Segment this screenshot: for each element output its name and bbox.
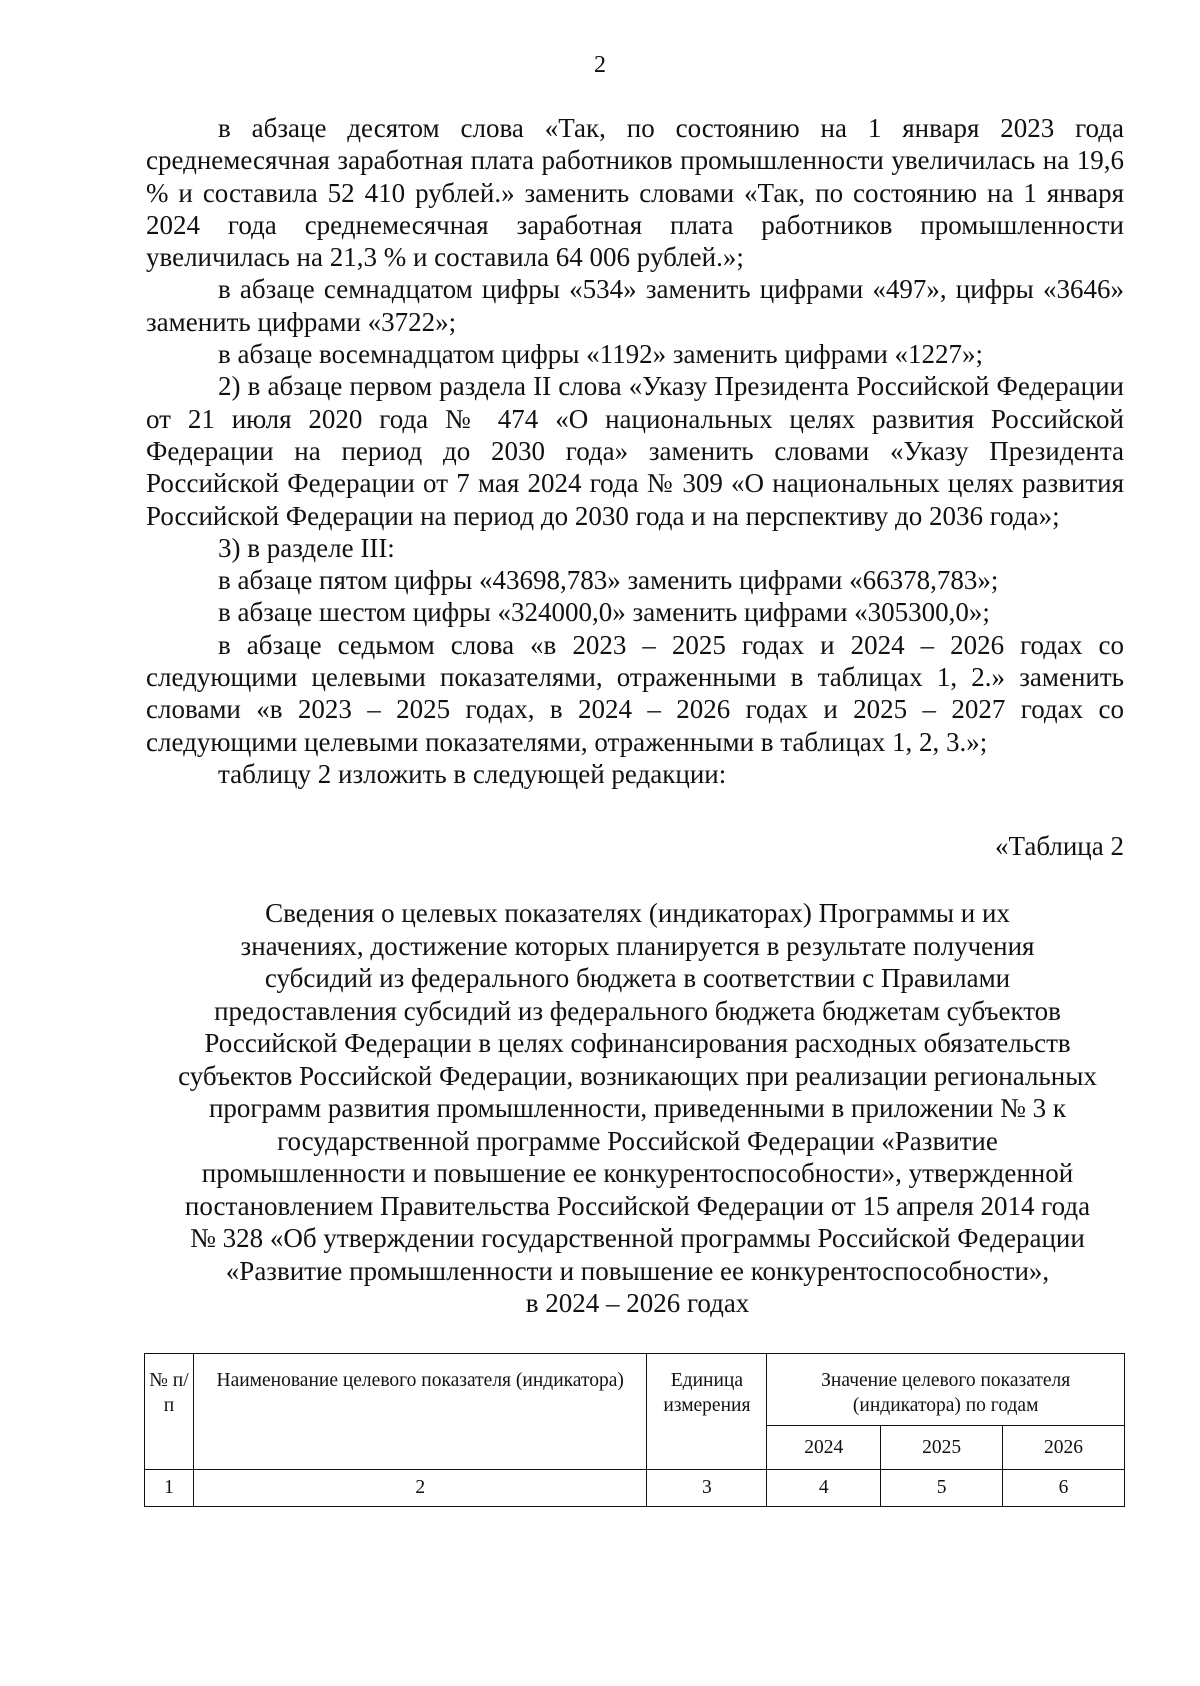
page-number: 2: [594, 52, 606, 78]
heading-line: в 2024 – 2026 годах: [525, 1288, 750, 1318]
heading-line: значениях, достижение которых планируется в результате получения: [240, 930, 1035, 961]
heading-line: «Развитие промышленности и повышение ее конкурентоспособности»,: [225, 1255, 1050, 1286]
table-header-row: [145, 1354, 1125, 1426]
indicators-table: [144, 1353, 1125, 1507]
heading-line: промышленности и повышение ее конкурентоспособности», утвержденной: [201, 1158, 1074, 1188]
table-heading: [150, 897, 1125, 1320]
header-name: Наименование целевого показателя (индикатора): [193, 1354, 646, 1470]
paragraph-6: в абзаце пятом цифры «43698,783» заменить цифрами «66378,783»;: [218, 565, 999, 596]
body-text: [146, 112, 1124, 790]
heading-line: программ развития промышленности, приведенными в приложении № 3 к: [208, 1093, 1067, 1123]
numbering-cell: 5: [881, 1470, 1003, 1507]
heading-line: Сведения о целевых показателях (индикаторах) Программы и их: [265, 898, 1010, 928]
numbering-cell: 3: [647, 1470, 767, 1507]
table-numbering-row: [145, 1470, 1125, 1507]
paragraph-3: в абзаце восемнадцатом цифры «1192» заменить цифрами «1227»;: [218, 339, 984, 370]
header-values: Значение целевого показателя (индикатора) по годам: [767, 1354, 1125, 1426]
year-cell: 2026: [1003, 1426, 1125, 1470]
year-cell: 2024: [767, 1426, 881, 1470]
heading-line: субъектов Российской Федерации, возникающих при реализации региональных: [178, 1060, 1097, 1091]
heading-line: постановлением Правительства Российской Федерации от 15 апреля 2014 года: [184, 1190, 1091, 1221]
paragraph-1: в абзаце десятом слова «Так, по состоянию на 1 января 2023 года среднемесячная заработная плата работников промышленности увеличилась на 19,6 % и составила 52 410 рублей.» заменить словами «Так, по состоянию на 1 января 2024 года среднемесячная заработная плата работников промышленности увеличилась на 21,3 % и составила 64 006 рублей.»;: [146, 113, 1124, 273]
header-num: № п/п: [145, 1354, 194, 1470]
numbering-cell: 4: [767, 1470, 881, 1507]
heading-line: № 328 «Об утверждении государственной программы Российской Федерации: [190, 1223, 1085, 1253]
heading-line: государственной программе Российской Федерации «Развитие: [277, 1125, 998, 1156]
year-cell: 2025: [881, 1426, 1003, 1470]
numbering-cell: 2: [193, 1470, 646, 1507]
paragraph-9: таблицу 2 изложить в следующей редакции:: [218, 758, 727, 789]
header-unit: Единица измерения: [647, 1354, 767, 1470]
table-label: «Таблица 2: [995, 831, 1124, 861]
paragraph-8: в абзаце седьмом слова «в 2023 – 2025 годах и 2024 – 2026 годах со следующими целевыми показателями, отраженными в таблицах 1, 2.» заменить словами «в 2023 – 2025 годах, в 2024 – 2026 годах и 2025 – 2027 годах со следующими целевыми показателями, отраженными в таблицах 1, 2, 3.»;: [146, 629, 1124, 757]
heading-line: предоставления субсидий из федерального бюджета бюджетам субъектов: [214, 995, 1061, 1026]
numbering-cell: 1: [145, 1470, 194, 1507]
paragraph-4: 2) в абзаце первом раздела II слова «Указу Президента Российской Федерации от 21 июля 2020 года № 474 «О национальных целях развития Российской Федерации на период до 2030 года» заменить словами «Указу Президента Российской Федерации от 7 мая 2024 года № 309 «О национальных целях развития Российской Федерации на период до 2030 года и на перспективу до 2036 года»;: [146, 371, 1124, 531]
paragraph-7: в абзаце шестом цифры «324000,0» заменить цифрами «305300,0»;: [218, 597, 990, 628]
numbering-cell: 6: [1003, 1470, 1125, 1507]
heading-line: субсидий из федерального бюджета в соответствии с Правилами: [264, 963, 1011, 993]
heading-line: Российской Федерации в целях софинансирования расходных обязательств: [204, 1028, 1071, 1058]
paragraph-2: в абзаце семнадцатом цифры «534» заменить цифрами «497», цифры «3646» заменить цифрами «3722»;: [146, 274, 1124, 337]
paragraph-5: 3) в разделе III:: [218, 532, 395, 563]
